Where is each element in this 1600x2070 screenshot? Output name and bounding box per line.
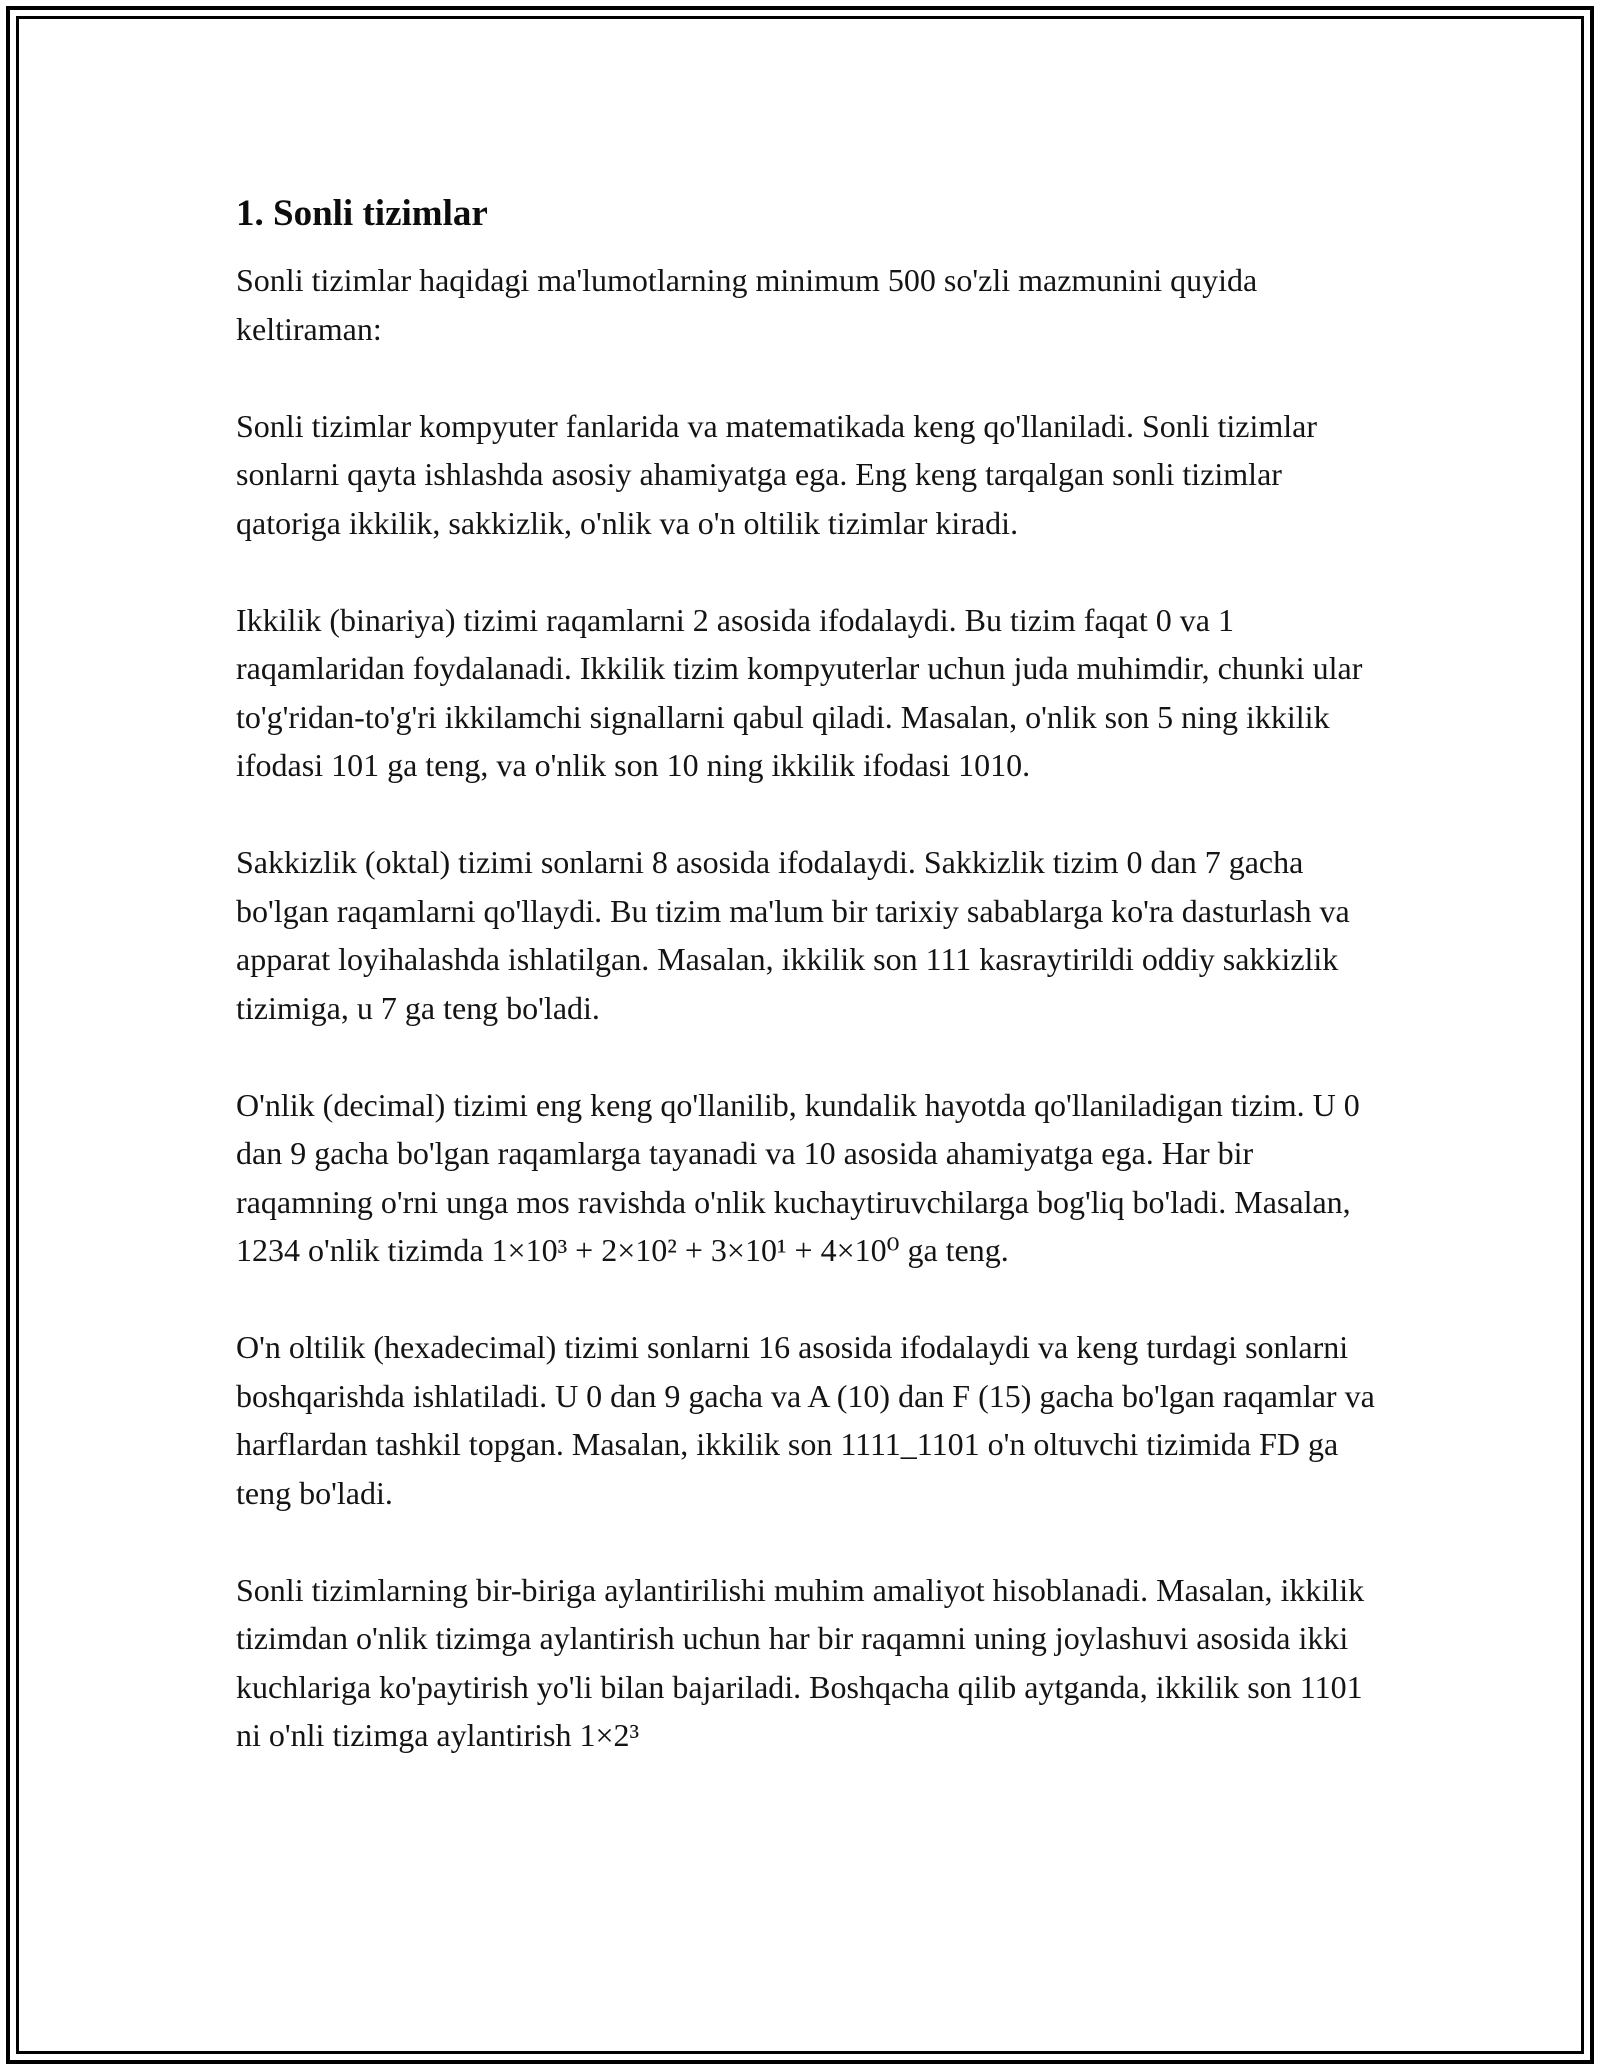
document-title: 1. Sonli tizimlar bbox=[236, 193, 488, 234]
paragraph-octal: Sakkizlik (oktal) tizimi sonlarni 8 asosida ifodalaydi. Sakkizlik tizim 0 dan 7 gacha bo'lgan raqamlarni qo'llaydi. Bu tizim ma'lum bir tarixiy sabablarga ko'ra dasturlash va apparat loyihalashda ishlatilgan. Masalan, ikkilik son 111 kasraytirildi oddiy sakkizlik tizimiga, u 7 ga teng bo'ladi. bbox=[236, 844, 1350, 1026]
paragraph-binary: Ikkilik (binariya) tizimi raqamlarni 2 asosida ifodalaydi. Bu tizim faqat 0 va 1 raqamlaridan foydalanadi. Ikkilik tizim kompyuterlar uchun juda muhimdir, chunki ular to'g'ridan-to'g'ri ikkilamchi signallarni qabul qiladi. Masalan, o'nlik son 5 ning ikkilik ifodasi 101 ga teng, va o'nlik son 10 ning ikkilik ifodasi 1010. bbox=[236, 601, 1363, 783]
paragraph-decimal: O'nlik (decimal) tizimi eng keng qo'llanilib, kundalik hayotda qo'llaniladigan tizim. U 0 dan 9 gacha bo'lgan raqamlarga tayanadi va 10 asosida ahamiyatga ega. Har bir raqamning o'rni unga mos ravishda o'nlik kuchaytiruvchilarga bog'liq bo'ladi. Masalan, 1234 o'nlik tizimda 1×10³ + 2×10² + 3×10¹ + 4×10⁰ ga teng. bbox=[236, 1086, 1360, 1268]
paragraph-conversion: Sonli tizimlarning bir-biriga aylantirilishi muhim amaliyot hisoblanadi. Masalan, ikkilik tizimdan o'nlik tizimga aylantirish uchun har bir raqamni uning joylashuvi asosida ikki kuchlariga ko'paytirish yo'li bilan bajariladi. Boshqacha qilib aytganda, ikkilik son 1101 ni o'nli tizimga aylantirish 1×2³ bbox=[236, 1571, 1365, 1753]
document-body bbox=[236, 184, 1386, 1808]
paragraph-intro: Sonli tizimlar haqidagi ma'lumotlarning minimum 500 so'zli mazmunini quyida keltiraman: bbox=[236, 262, 1258, 347]
paragraph-hexadecimal: O'n oltilik (hexadecimal) tizimi sonlarni 16 asosida ifodalaydi va keng turdagi sonlarni boshqarishda ishlatiladi. U 0 dan 9 gacha va A (10) dan F (15) gacha bo'lgan raqamlar va harflardan tashkil topgan. Masalan, ikkilik son 1111_1101 o'n oltuvchi tizimida FD ga teng bo'ladi. bbox=[236, 1329, 1375, 1511]
paragraph-overview: Sonli tizimlar kompyuter fanlarida va matematikada keng qo'llaniladi. Sonli tizimlar sonlarni qayta ishlashda asosiy ahamiyatga ega. Eng keng tarqalgan sonli tizimlar qatoriga ikkilik, sakkizlik, o'nlik va o'n oltilik tizimlar kiradi. bbox=[236, 407, 1318, 541]
